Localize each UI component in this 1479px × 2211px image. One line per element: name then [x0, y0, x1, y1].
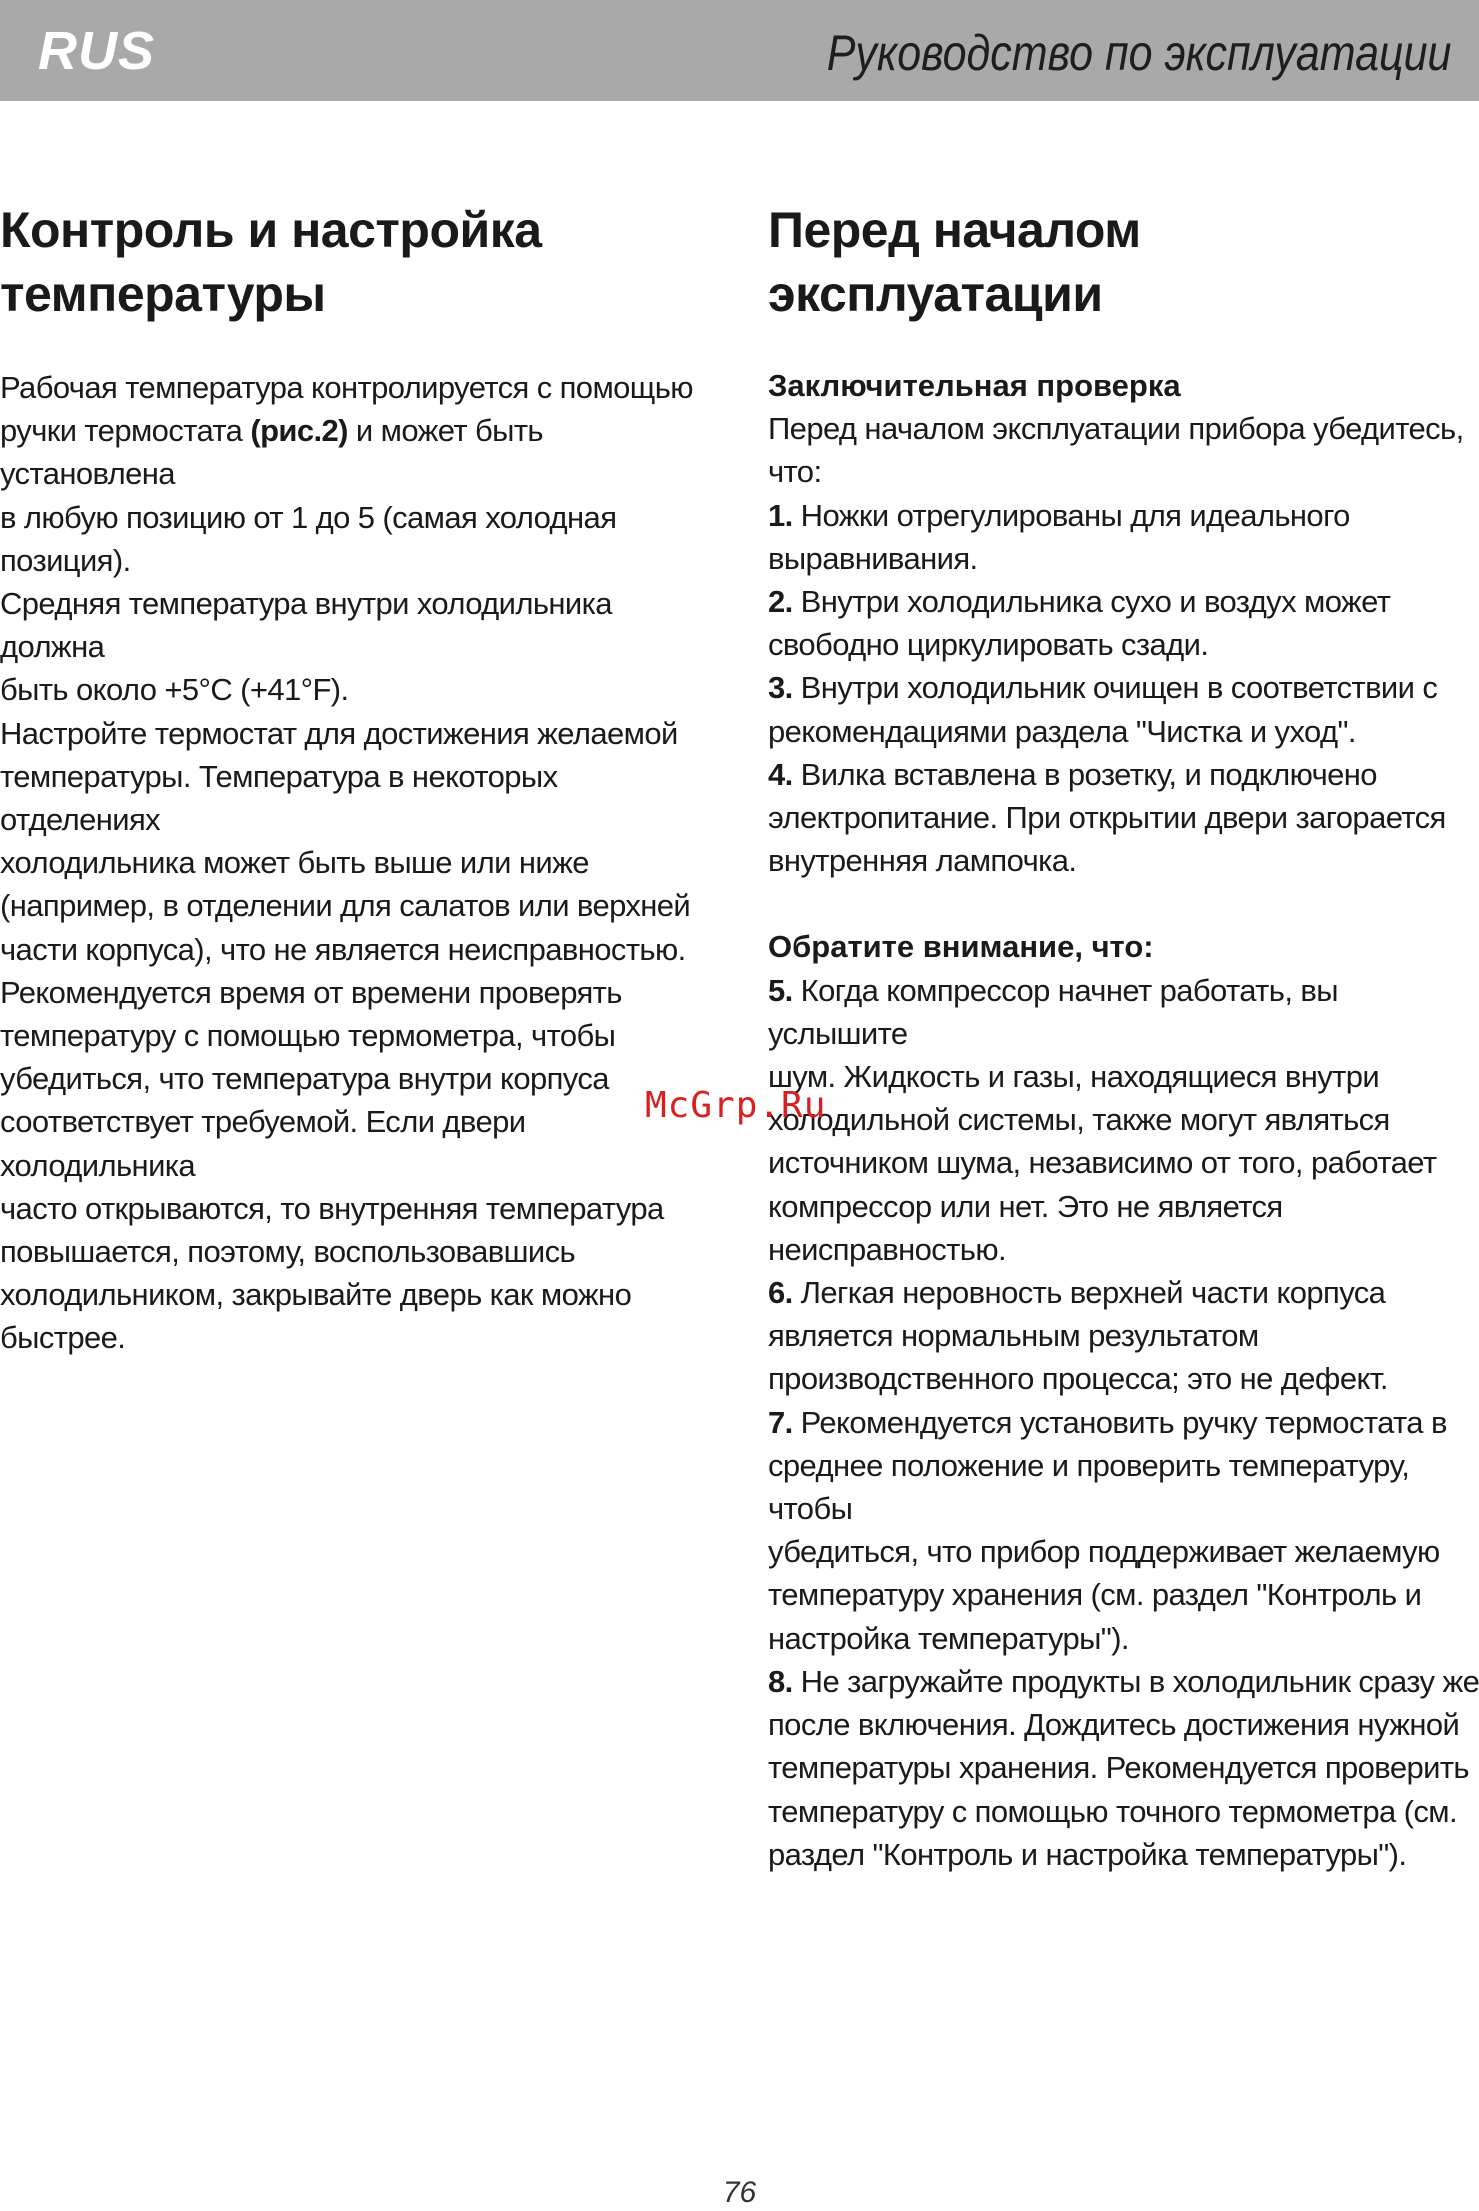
- language-label: RUS: [38, 21, 156, 81]
- figure-reference: (рис.2): [250, 413, 348, 449]
- list-item: 2. Внутри холодильника сухо и воздух может свободно циркулировать сзади.: [768, 584, 1391, 663]
- subheading-notice: Обратите внимание, что:: [768, 929, 1154, 965]
- section-title-before-use: Перед началом эксплуатации: [768, 202, 1141, 322]
- list-item: 3. Внутри холодильник очищен в соответствии с рекомендациями раздела "Чистка и уход".: [768, 670, 1438, 749]
- list-item: 7. Рекомендуется установить ручку термостата в среднее положение и проверить температуру, чтобы убедиться, что прибор поддерживает желаемую температуру хранения (см. раздел "Контроль и настройка температуры").: [768, 1404, 1447, 1656]
- list-item: 8. Не загружайте продукты в холодильник сразу же после включения. Дождитесь достижения нужной температуры хранения. Рекомендуется проверить температуру с помощью точного термометра (см. раздел "Контроль и настройка температуры").: [768, 1663, 1479, 1872]
- left-column: [0, 198, 712, 1360]
- manual-title: Руководство по эксплуатации: [826, 25, 1451, 81]
- section-title-temperature: Контроль и настройка температуры: [0, 202, 542, 322]
- list-item: 4. Вилка вставлена в розетку, и подключено электропитание. При открытии двери загорается внутренняя лампочка.: [768, 756, 1446, 879]
- page-number: 76: [722, 2176, 757, 2209]
- temperature-paragraph: Рабочая температура контролируется с помощью ручки термостата (рис.2) и может быть установлена в любую позицию от 1 до 5 (самая холодная позиция). Средняя температура внутри холодильника должна быть около +5°С (+41°F). Настройте термостат для достижения желаемой температуры. Температура в некоторых отделениях холодильника может быть выше или ниже (например, в отделении для салатов или верхней части корпуса), что не является неисправностью. Рекомендуется время от времени проверять температуру с помощью термометра, чтобы убедиться, что температура внутри корпуса соответствует требуемой. Если двери холодильника часто открываются, то внутренняя температура повышается, поэтому, воспользовавшись холодильником, закрывайте дверь как можно быстрее.: [0, 370, 693, 1356]
- page-header: [0, 0, 1479, 101]
- list-item: 6. Легкая неровность верхней части корпуса является нормальным результатом производственного процесса; это не дефект.: [768, 1275, 1388, 1397]
- subheading-final-check: Заключительная проверка: [768, 368, 1181, 403]
- right-column: [768, 198, 1479, 1876]
- list-item: 5. Когда компрессор начнет работать, вы услышите шум. Жидкость и газы, находящиеся внутри холодильной системы, также могут являться источником шума, независимо от того, работает компрессор или нет. Это не является неисправностью.: [768, 972, 1437, 1267]
- list-item: 1. Ножки отрегулированы для идеального выравнивания.: [768, 497, 1350, 576]
- watermark: McGrp.Ru: [645, 1085, 827, 1126]
- intro-text: Перед началом эксплуатации прибора убедитесь, что:: [768, 411, 1464, 490]
